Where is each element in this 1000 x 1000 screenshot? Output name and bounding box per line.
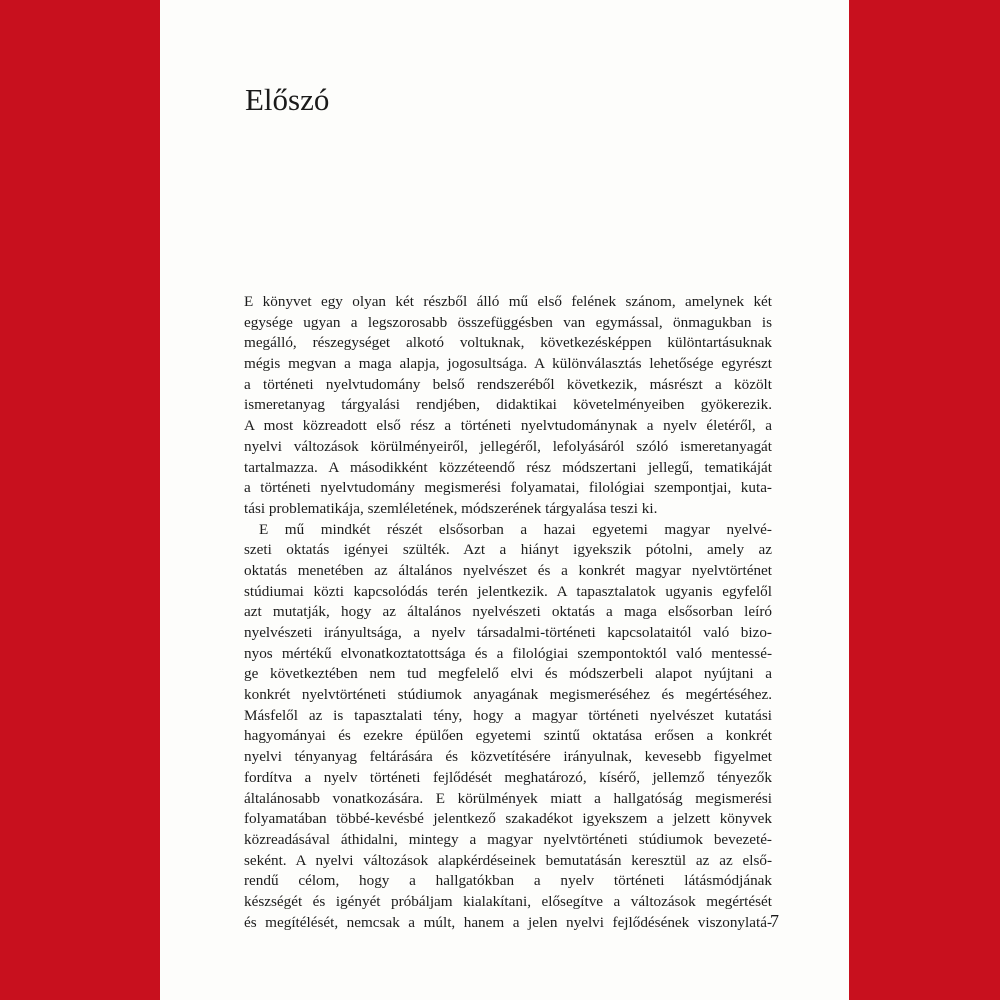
text-line: tartalmazza. A másodikként közzéteendő rész módszertani jellegű, tematikáját — [244, 458, 772, 476]
text-line: tási problematikája, szemléletének, módszerének tárgyalása teszi ki. — [244, 499, 658, 517]
text-line: rendű célom, hogy a hallgatókban a nyelv történeti látásmódjának — [244, 872, 772, 890]
text-line: nyelvi változások körülményeiről, jellegéről, lefolyásáról szóló ismeretanyagát — [244, 437, 772, 455]
text-line: oktatás menetében az általános nyelvészet és a konkrét magyar nyelvtörténet — [244, 561, 772, 579]
text-line: készségét és igényét próbáljam kialakítani, elősegítve a változások megértését — [244, 892, 772, 910]
text-line: ismeretanyag tárgyalási rendjében, didaktikai követelményeiben gyökerezik. — [244, 396, 772, 414]
text-line: nyelvi tényanyag feltárására és közvetítésére irányulnak, kevesebb figyelmet — [244, 748, 772, 766]
text-line: általánosabb vonatkozására. E körülmények miatt a hallgatóság megismerési — [244, 789, 772, 807]
page-number: 7 — [770, 911, 779, 931]
text-line: hagyományai és ezekre épülően egyetemi szintű oktatása erősen a konkrét — [244, 727, 772, 745]
text-line: E mű mindkét részét elsősorban a hazai egyetemi magyar nyelvé- — [259, 520, 772, 538]
text-line: ge következtében nem tud megfelelő elvi és módszerbeli alapot nyújtani a — [244, 665, 772, 683]
text-line: és megítélését, nemcsak a múlt, hanem a jelen nyelvi fejlődésének viszonylatá- — [244, 913, 772, 931]
text-line: azt mutatják, hogy az általános nyelvészeti oktatás a maga elsősorban leíró — [244, 603, 772, 621]
text-line: egysége ugyan a legszorosabb összefüggésben van egymással, önmagukban is — [244, 313, 772, 331]
text-line: a történeti nyelvtudomány megismerési folyamatai, filológiai szempontjai, kuta- — [244, 479, 772, 497]
text-line: megálló, részegységet alkotó voltuknak, következésképpen különtartásuknak — [244, 334, 772, 352]
page-title: Előszó — [245, 82, 330, 117]
text-line: közreadásával áthidalni, mintegy a magyar nyelvtörténeti stúdiumok bevezeté- — [244, 830, 772, 848]
text-line: konkrét nyelvtörténeti stúdiumok anyagának megismeréséhez és megértéséhez. — [244, 686, 772, 704]
text-line: folyamatában többé-kevésbé jelentkező szakadékot igyekszem a jelzett könyvek — [244, 810, 772, 828]
text-line: a történeti nyelvtudomány belső rendszeréből következik, másrészt a közölt — [244, 375, 772, 393]
text-line: stúdiumai közti kapcsolódás terén jelentkezik. A tapasztalatok ugyanis egyfelől — [244, 582, 772, 600]
text-line: A most közreadott első rész a történeti nyelvtudománynak a nyelv életéről, a — [244, 417, 772, 435]
text-line: szeti oktatás igényei szülték. Azt a hiányt igyekszik pótolni, amely az — [244, 541, 772, 559]
text-line: nyelvészeti irányultsága, a nyelv társadalmi-történeti kapcsolataitól való bizo- — [244, 624, 772, 641]
text-line: E könyvet egy olyan két részből álló mű első felének szánom, amelynek két — [244, 293, 772, 310]
text-line: seként. A nyelvi változások alapkérdéseinek bemutatásán keresztül az az első- — [244, 851, 772, 869]
preface-body-text — [244, 292, 772, 933]
text-line: nyos mértékű elvonatkoztatottsága és a filológiai szempontoktól való mentessé- — [244, 644, 772, 662]
text-line: Másfelől az is tapasztalati tény, hogy a magyar történeti nyelvészet kutatási — [244, 706, 772, 724]
text-line: fordítva a nyelv történeti fejlődését meghatározó, kísérő, jellemző tényezők — [244, 768, 772, 786]
text-line: mégis megvan a maga alapja, jogosultsága. A különválasztás lehetősége egyrészt — [244, 355, 772, 373]
